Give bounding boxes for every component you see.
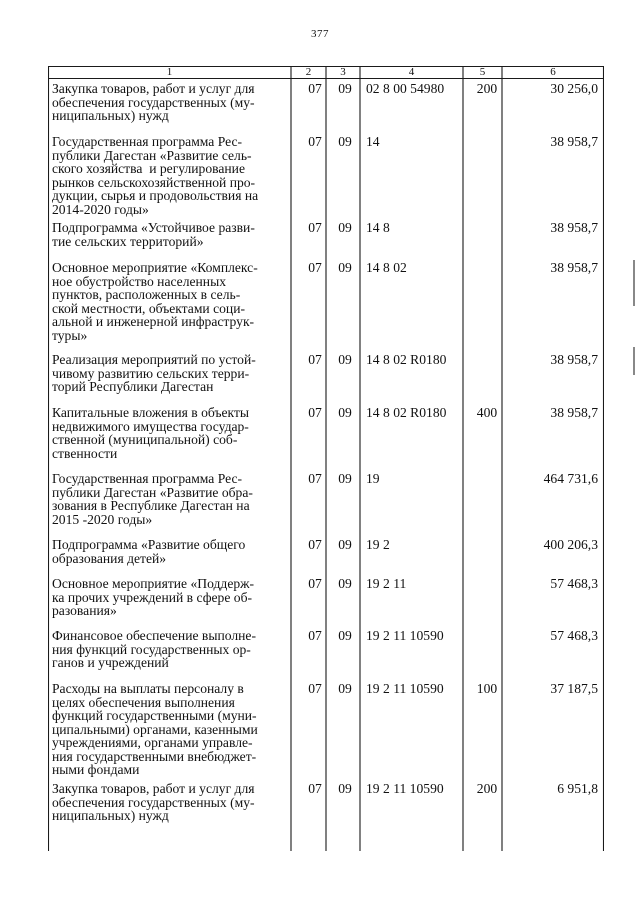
subsection-code: 09 [338, 352, 352, 367]
target-article-code: 14 [366, 134, 380, 149]
expense-type-code: 200 [476, 781, 498, 796]
column-header-1: 1 [166, 66, 173, 78]
description-line: Подпрограмма «Развитие общего [52, 537, 246, 552]
amount-value: 38 958,7 [550, 260, 598, 275]
section-code: 07 [308, 260, 322, 275]
section-code: 07 [308, 352, 322, 367]
section-code: 07 [308, 681, 322, 696]
amount-value: 30 256,0 [550, 81, 598, 96]
subsection-code: 09 [338, 471, 352, 486]
description-line: туры» [52, 327, 88, 343]
page-number: 377 [311, 28, 329, 40]
row-description [52, 782, 288, 823]
section-code: 07 [308, 81, 322, 96]
subsection-code: 09 [338, 134, 352, 149]
target-article-code: 14 8 [366, 220, 390, 235]
section-code: 07 [308, 576, 322, 591]
description-line: ка прочих учреждений в сфере об- [52, 589, 253, 605]
description-line: тие сельских территорий» [52, 233, 204, 249]
scan-edge-mark [633, 347, 635, 375]
row-description [52, 221, 288, 248]
description-line: Закупка товаров, работ и услуг для [52, 781, 255, 796]
amount-value: 6 951,8 [557, 781, 598, 796]
description-line: учреждениями, органами управле- [52, 735, 253, 750]
description-line: чивому развитию сельских терри- [52, 365, 250, 381]
description-line: образования детей» [52, 550, 167, 566]
target-article-code: 14 8 02 [366, 260, 407, 275]
description-line: торий Республики Дагестан [52, 379, 214, 394]
target-article-code: 19 2 11 10590 [366, 681, 444, 696]
subsection-code: 09 [338, 260, 352, 275]
description-line: недвижимого имущества государ- [52, 418, 249, 434]
amount-value: 38 958,7 [550, 405, 598, 420]
subsection-code: 09 [338, 537, 352, 552]
description-line: ния функций государственных ор- [52, 641, 251, 657]
amount-value: 464 731,6 [543, 471, 598, 486]
description-line: ния государственными внебюджет- [52, 748, 257, 764]
row-description [52, 261, 288, 342]
description-line: Закупка товаров, работ и услуг для [52, 81, 255, 96]
description-line: 2014-2020 годы» [52, 201, 149, 217]
target-article-code: 19 [366, 471, 380, 486]
subsection-code: 09 [338, 576, 352, 591]
subsection-code: 09 [338, 781, 352, 796]
row-description [52, 135, 288, 216]
section-code: 07 [308, 220, 322, 235]
expense-type-code: 100 [476, 681, 498, 696]
section-code: 07 [308, 471, 322, 486]
description-line: ниципальных) нужд [52, 108, 169, 123]
column-header-2: 2 [305, 66, 312, 78]
target-article-code: 19 2 11 [366, 576, 407, 591]
description-line: Государственная программа Рес- [52, 134, 243, 149]
description-line: 2015 -2020 годы» [52, 511, 153, 527]
description-line: пунктов, расположенных в сель- [52, 287, 241, 302]
description-line: Финансовое обеспечение выполне- [52, 628, 256, 643]
description-line: ное обустройство населенных [52, 273, 227, 289]
section-code: 07 [308, 781, 322, 796]
target-article-code: 14 8 02 R0180 [366, 405, 447, 420]
description-line: ственной (муниципальной) соб- [52, 432, 238, 447]
amount-value: 38 958,7 [550, 352, 598, 367]
target-article-code: 19 2 11 10590 [366, 781, 444, 796]
row-description [52, 629, 288, 670]
section-code: 07 [308, 537, 322, 552]
budget-table [48, 66, 604, 851]
description-line: разования» [52, 603, 117, 618]
row-description [52, 538, 288, 565]
description-line: зования в Республике Дагестан на [52, 498, 250, 513]
description-line: ными фондами [52, 762, 140, 777]
amount-value: 57 468,3 [550, 628, 598, 643]
description-line: ского хозяйства и регулирование [52, 161, 245, 176]
target-article-code: 14 8 02 R0180 [366, 352, 447, 367]
description-line: Капитальные вложения в объекты [52, 405, 250, 420]
description-line: обеспечения государственных (му- [52, 794, 255, 810]
target-article-code: 19 2 [366, 537, 390, 552]
section-code: 07 [308, 134, 322, 149]
description-line: функций государственными (муни- [52, 708, 257, 723]
row-description [52, 82, 288, 123]
expense-type-code: 400 [476, 405, 498, 420]
description-line: ниципальных) нужд [52, 808, 169, 823]
description-line: ской местности, объектами соци- [52, 300, 246, 316]
amount-value: 57 468,3 [550, 576, 598, 591]
section-code: 07 [308, 405, 322, 420]
section-code: 07 [308, 628, 322, 643]
description-line: Расходы на выплаты персоналу в [52, 681, 244, 696]
column-header-5: 5 [479, 66, 486, 78]
description-line: Реализация мероприятий по устой- [52, 352, 256, 367]
target-article-code: 02 8 00 54980 [366, 81, 445, 96]
row-description [52, 353, 288, 394]
scan-edge-mark [633, 260, 635, 306]
amount-value: 38 958,7 [550, 134, 598, 149]
description-line: обеспечения государственных (му- [52, 94, 255, 110]
subsection-code: 09 [338, 405, 352, 420]
column-header-4: 4 [408, 66, 415, 78]
subsection-code: 09 [338, 628, 352, 643]
row-description [52, 406, 288, 460]
description-line: Государственная программа Рес- [52, 471, 243, 486]
row-description [52, 682, 288, 777]
amount-value: 38 958,7 [550, 220, 598, 235]
description-line: Основное мероприятие «Поддерж- [52, 576, 255, 591]
row-description [52, 577, 288, 618]
description-line: ганов и учреждений [52, 655, 169, 670]
description-line: целях обеспечения выполнения [52, 694, 235, 710]
description-line: дукции, сырья и продовольствия на [52, 188, 259, 203]
description-line: рынков сельскохозяйственной про- [52, 174, 256, 190]
amount-value: 400 206,3 [543, 537, 598, 552]
description-line: ственности [52, 445, 118, 461]
description-line: ципальными) органами, казенными [52, 721, 258, 737]
subsection-code: 09 [338, 81, 352, 96]
description-line: публики Дагестан «Развитие сель- [52, 147, 252, 163]
description-line: альной и инженерной инфраструк- [52, 314, 255, 329]
row-description [52, 472, 288, 526]
subsection-code: 09 [338, 220, 352, 235]
description-line: Подпрограмма «Устойчивое разви- [52, 220, 255, 235]
amount-value: 37 187,5 [550, 681, 598, 696]
description-line: Основное мероприятие «Комплекс- [52, 260, 258, 275]
column-number-header [48, 66, 604, 78]
column-header-3: 3 [340, 66, 346, 78]
description-line: публики Дагестан «Развитие обра- [52, 484, 253, 500]
expense-type-code: 200 [476, 81, 498, 96]
target-article-code: 19 2 11 10590 [366, 628, 444, 643]
column-header-6: 6 [550, 66, 556, 78]
subsection-code: 09 [338, 681, 352, 696]
